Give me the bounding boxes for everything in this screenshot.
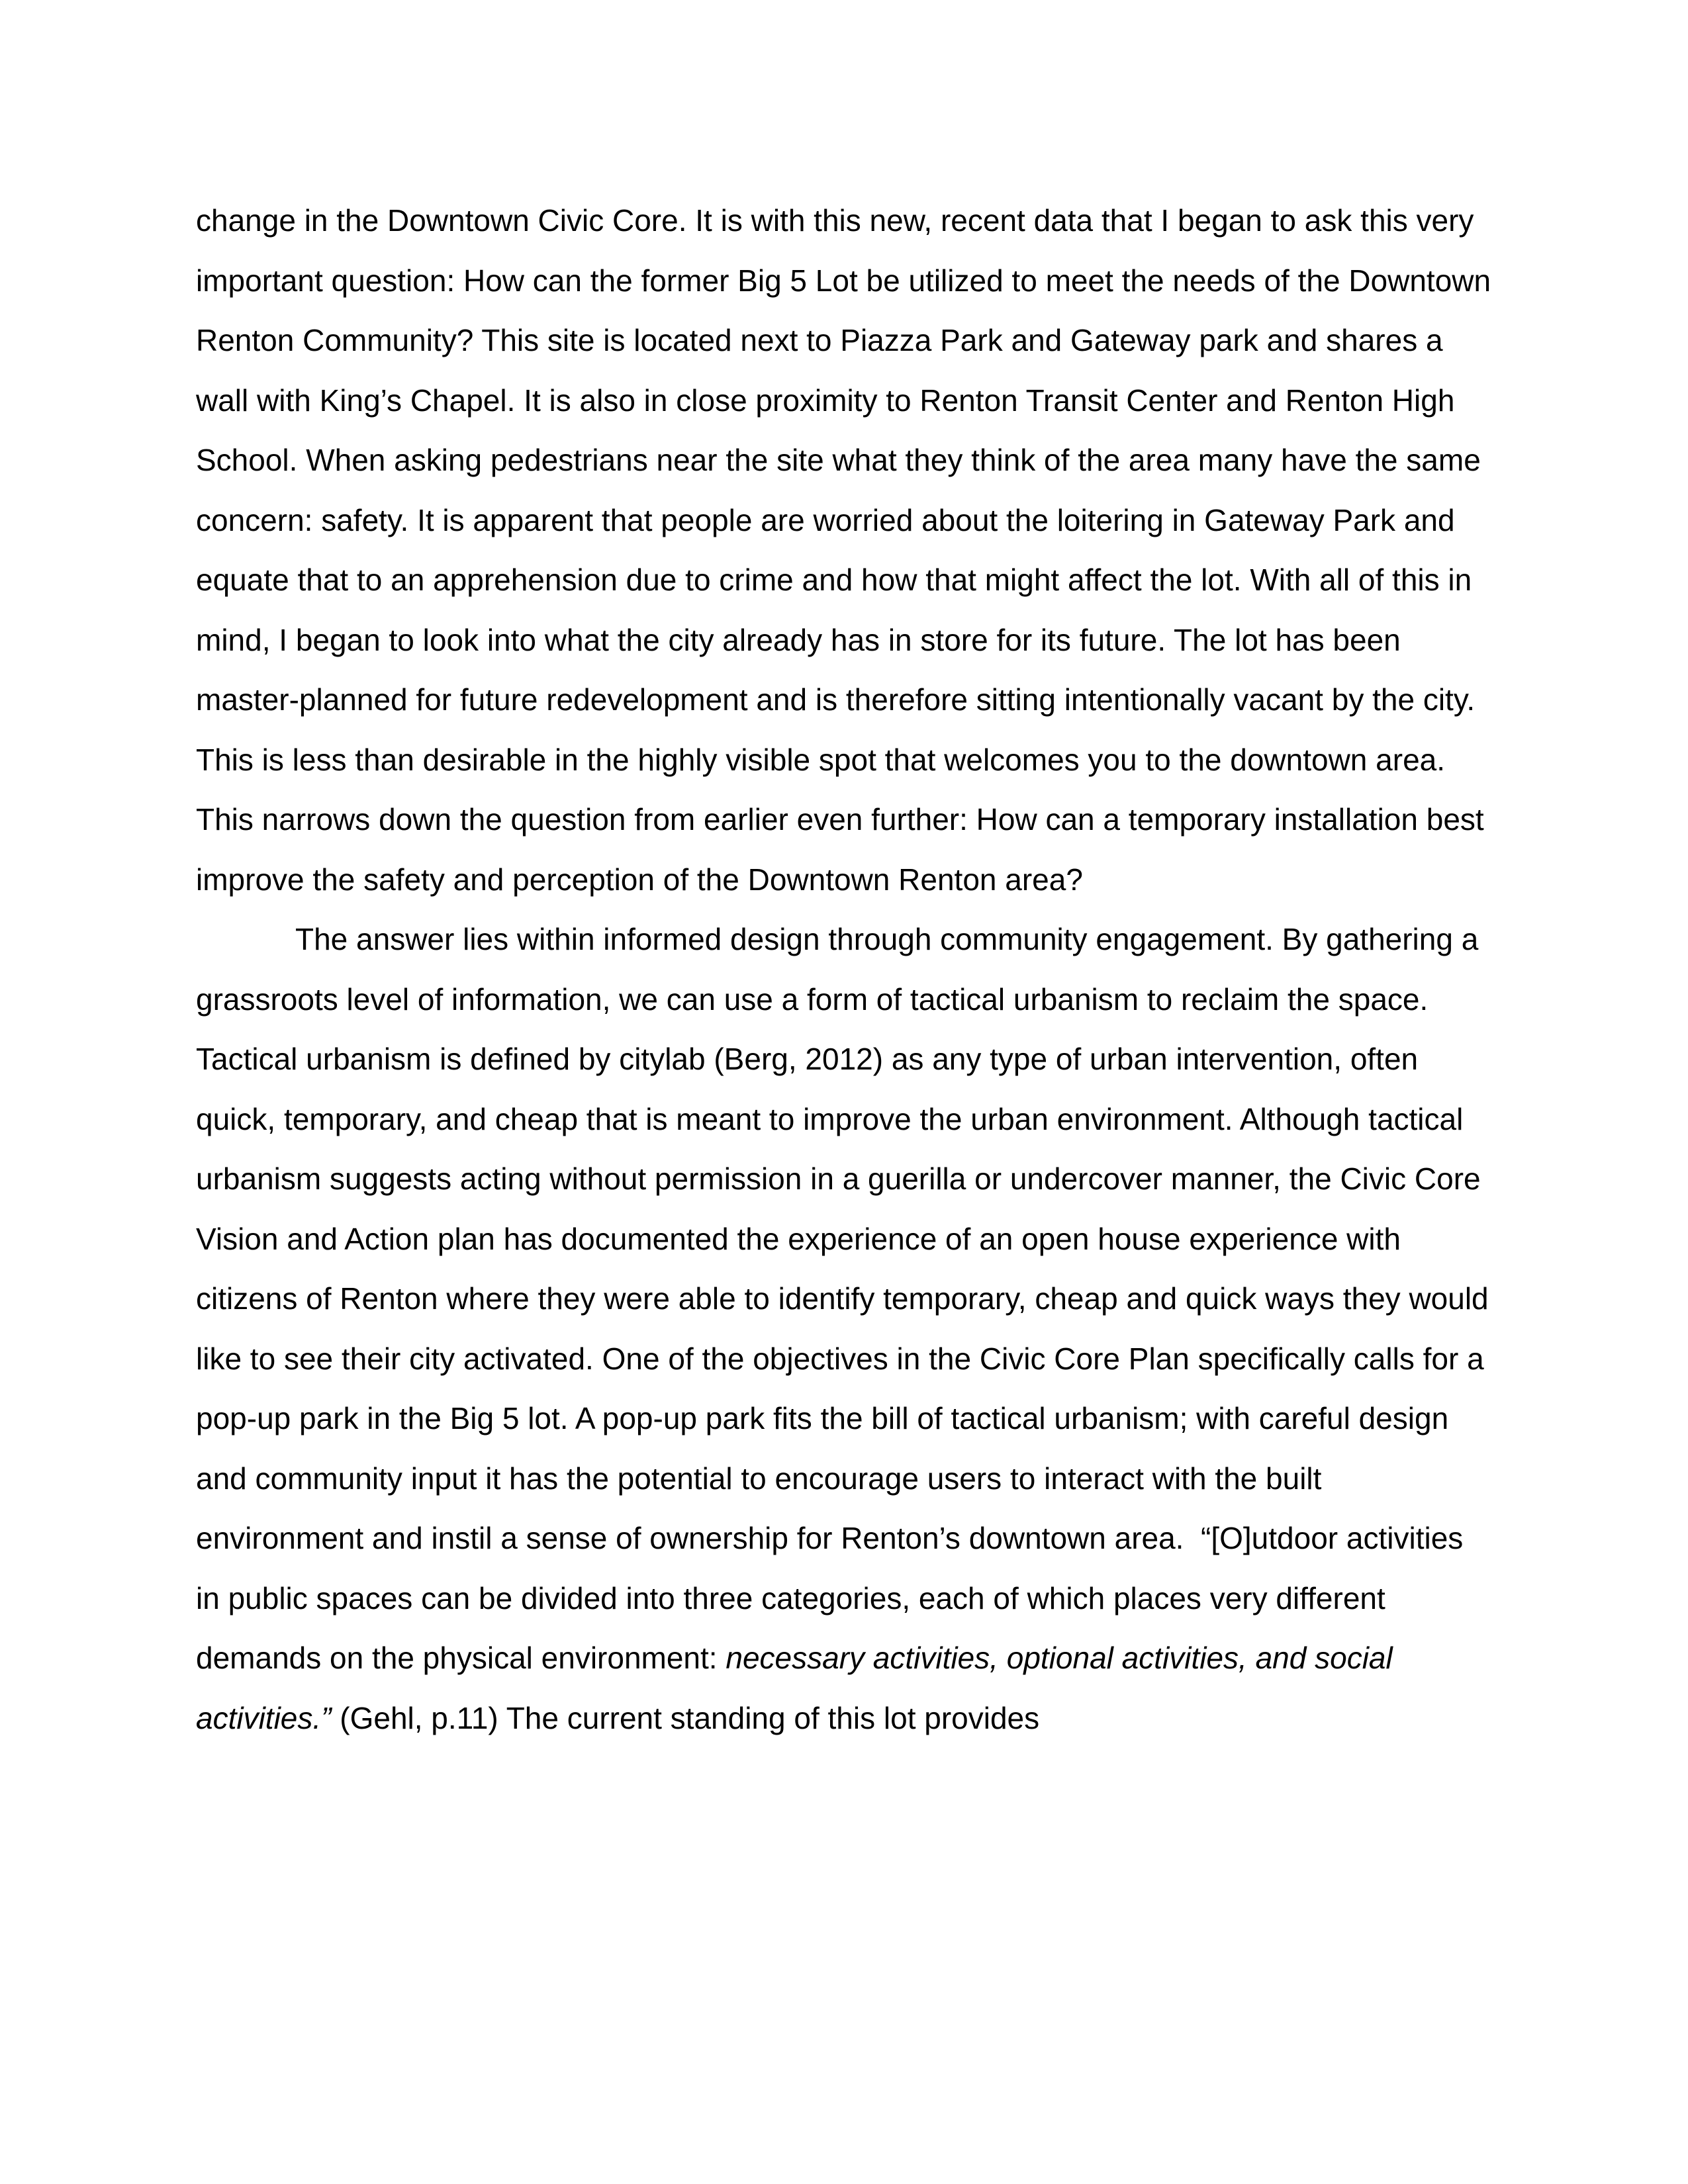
paragraph-second-tail-text: (Gehl, p.11) The current standing of this lot provides — [331, 1700, 1040, 1735]
paragraph-continuation: change in the Downtown Civic Core. It is with this new, recent data that I began to ask this very important question: How can the former Big 5 Lot be utilized to meet the needs of the Downtown Renton Community? This site is located next to Piazza Park and Gateway park and shares a wall with King’s Chapel. It is also in close proximity to Renton Transit Center and Renton High School. When asking pedestrians near the site what they think of the area many have the same concern: safety. It is apparent that people are worried about the loitering in Gateway Park and equate that to an apprehension due to crime and how that might affect the lot. With all of this in mind, I began to look into what the city already has in store for its future. The lot has been master-planned for future redevelopment and is therefore sitting intentionally vacant by the city. This is less than desirable in the highly visible spot that welcomes you to the downtown area. This narrows down the question from earlier even further: How can a temporary installation best improve the safety and perception of the Downtown Renton area? — [196, 203, 1499, 897]
paragraph-second-lead-text: The answer lies within informed design through community engagement. By gathering a grassroots level of information, we can use a form of tactical urbanism to reclaim the space. Tactical urbanism is defined by citylab (Berg, 2012) as any type of urban intervention, often quick, temporary, and cheap that is meant to improve the urban environment. Although tactical urbanism suggests acting without permission in a guerilla or undercover manner, the Civic Core Vision and Action plan has documented the experience of an open house experience with citizens of Renton where they were able to identify temporary, cheap and quick ways they would like to see their city activated. One of the objectives in the Civic Core Plan specifically calls for a pop-up park in the Big 5 lot. A pop-up park fits the bill of tactical urbanism; with careful design and community input it has the potential to encourage users to interact with the built environment and instil a sense of ownership for Renton’s downtown area. “[O]utdoor activities in public spaces can be divided into three categories, each of which places very different demands on the physical environment: — [196, 922, 1497, 1675]
quoted-italic-phrase: necessary activities, optional activities, and social activities.” — [196, 1641, 1401, 1735]
paragraph-second — [196, 909, 1497, 1748]
